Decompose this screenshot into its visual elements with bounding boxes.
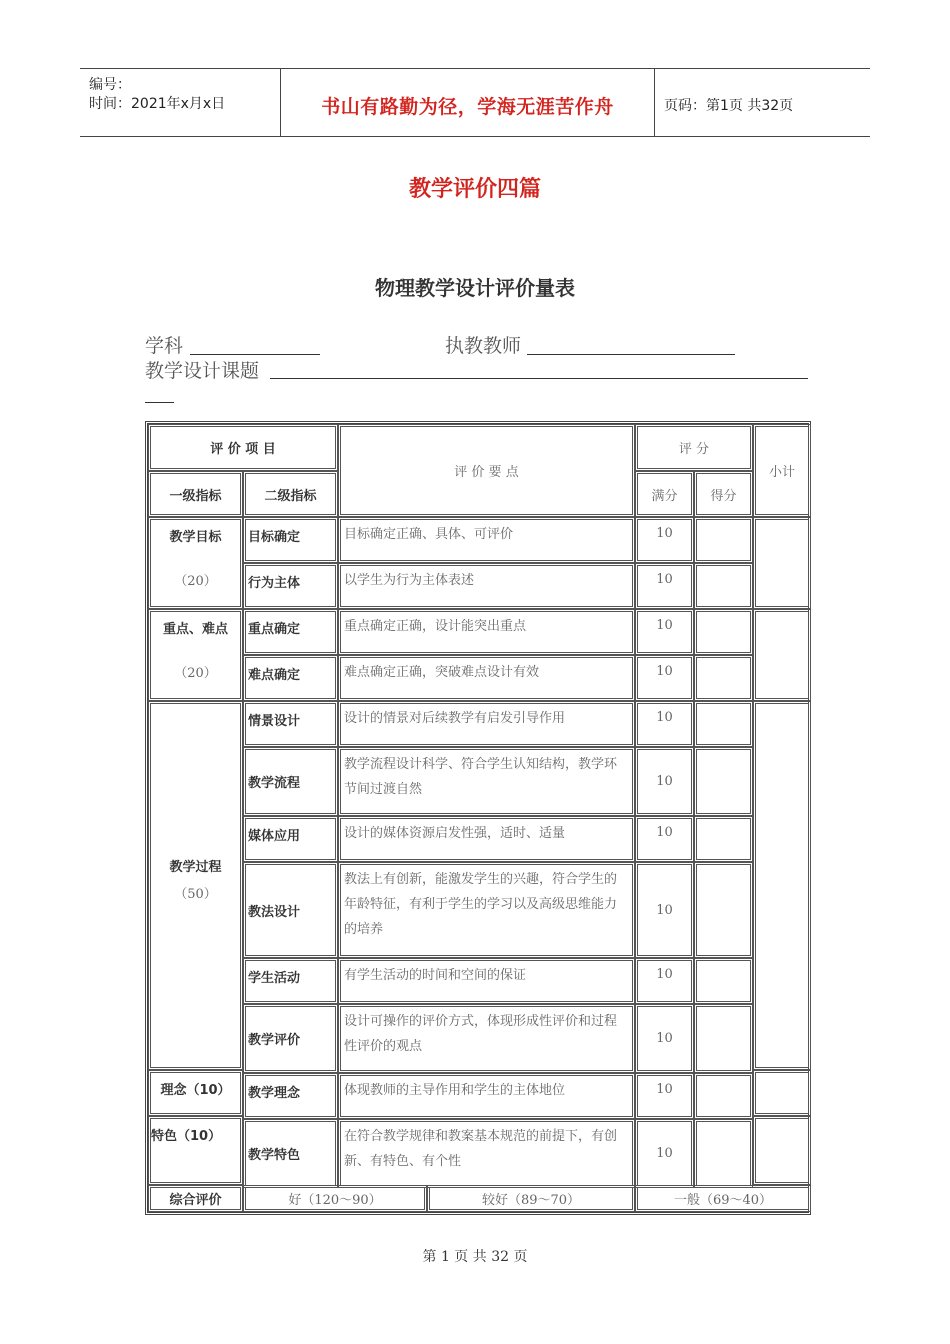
evaluation-point: 目标确定正确、具体、可评价 [338, 517, 635, 563]
header-level2: 二级指标 [243, 471, 338, 517]
summary-average[interactable]: 一般（69～40） [635, 1185, 811, 1212]
summary-good[interactable]: 好（120～90） [243, 1185, 427, 1212]
obtained-score-input[interactable] [694, 655, 753, 701]
topic-blank [270, 378, 808, 379]
full-score: 10 [635, 655, 694, 701]
full-score: 10 [635, 1004, 694, 1073]
sub-title: 物理教学设计评价量表 [375, 276, 575, 300]
second-level-indicator: 教学流程 [243, 747, 338, 816]
full-score: 10 [635, 1119, 694, 1188]
obtained-score-input[interactable] [694, 701, 753, 747]
evaluation-point: 教学流程设计科学、符合学生认知结构，教学环节间过渡自然 [338, 747, 635, 816]
topic-blank-continued [145, 402, 174, 403]
obtained-score-input[interactable] [694, 958, 753, 1004]
evaluation-point: 难点确定正确，突破难点设计有效 [338, 655, 635, 701]
subtotal-cell[interactable] [753, 1070, 811, 1116]
second-level-indicator: 情景设计 [243, 701, 338, 747]
header-score: 评 分 [635, 424, 753, 471]
header-page-cell [654, 69, 870, 136]
group-concept: 理念（10） [148, 1070, 243, 1116]
evaluation-point: 重点确定正确，设计能突出重点 [338, 609, 635, 655]
page-footer: 第 1 页 共 32 页 [422, 1249, 528, 1265]
second-level-indicator: 教学特色 [243, 1119, 338, 1188]
evaluation-point: 设计的情景对后续教学有启发引导作用 [338, 701, 635, 747]
second-level-indicator: 重点确定 [243, 609, 338, 655]
motto: 书山有路勤为径，学海无涯苦作舟 [321, 96, 614, 118]
subtotal-cell[interactable] [753, 609, 811, 701]
obtained-score-input[interactable] [694, 609, 753, 655]
obtained-score-input[interactable] [694, 517, 753, 563]
full-score: 10 [635, 747, 694, 816]
evaluation-point: 在符合教学规律和教案基本规范的前提下，有创新、有特色、有个性 [338, 1119, 635, 1188]
full-score: 10 [635, 701, 694, 747]
header-motto-cell [280, 69, 655, 136]
date-label: 时间：2021年x月x日 [89, 96, 226, 112]
subtotal-cell[interactable] [753, 517, 811, 609]
subtotal-cell[interactable] [753, 1116, 811, 1185]
header-got: 得分 [694, 471, 753, 517]
evaluation-point: 设计的媒体资源启发性强，适时、适量 [338, 816, 635, 862]
subject-blank [190, 354, 320, 355]
group-key-points: 重点、难点 （20） [148, 609, 243, 701]
subtotal-cell[interactable] [753, 701, 811, 1070]
header-eval-item: 评 价 项 目 [148, 424, 338, 471]
evaluation-table [145, 421, 811, 1215]
group-feature: 特色（10） [148, 1116, 243, 1185]
second-level-indicator: 目标确定 [243, 517, 338, 563]
main-title: 教学评价四篇 [408, 177, 541, 202]
header-full: 满分 [635, 471, 694, 517]
full-score: 10 [635, 609, 694, 655]
second-level-indicator: 难点确定 [243, 655, 338, 701]
full-score: 10 [635, 517, 694, 563]
subject-label: 学科 [145, 335, 184, 357]
full-score: 10 [635, 816, 694, 862]
obtained-score-input[interactable] [694, 1119, 753, 1188]
summary-label: 综合评价 [148, 1185, 243, 1212]
obtained-score-input[interactable] [694, 862, 753, 958]
evaluation-point: 有学生活动的时间和空间的保证 [338, 958, 635, 1004]
obtained-score-input[interactable] [694, 1004, 753, 1073]
teacher-label: 执教教师 [445, 335, 522, 357]
obtained-score-input[interactable] [694, 816, 753, 862]
group-teaching-process: 教学过程 （50） [148, 701, 243, 1070]
group-teaching-goal: 教学目标 （20） [148, 517, 243, 609]
evaluation-point: 体现教师的主导作用和学生的主体地位 [338, 1073, 635, 1119]
header-meta-cell [80, 69, 280, 136]
second-level-indicator: 教学评价 [243, 1004, 338, 1073]
second-level-indicator: 教学理念 [243, 1073, 338, 1119]
evaluation-point: 设计可操作的评价方式，体现形成性评价和过程性评价的观点 [338, 1004, 635, 1073]
obtained-score-input[interactable] [694, 747, 753, 816]
page-label: 页码：第1页 共32页 [664, 98, 794, 114]
full-score: 10 [635, 1073, 694, 1119]
full-score: 10 [635, 563, 694, 609]
topic-label: 教学设计课题 [145, 360, 260, 382]
serial-label: 编号： [89, 77, 131, 93]
header-points: 评 价 要 点 [338, 424, 635, 517]
header-subtotal: 小计 [753, 424, 811, 517]
evaluation-point: 以学生为行为主体表述 [338, 563, 635, 609]
evaluation-point: 教法上有创新，能激发学生的兴趣，符合学生的年龄特征，有利于学生的学习以及高级思维能力的培养 [338, 862, 635, 958]
full-score: 10 [635, 862, 694, 958]
summary-fair[interactable]: 较好（89～70） [427, 1185, 635, 1212]
obtained-score-input[interactable] [694, 563, 753, 609]
second-level-indicator: 行为主体 [243, 563, 338, 609]
teacher-blank [527, 354, 735, 355]
obtained-score-input[interactable] [694, 1073, 753, 1119]
header-level1: 一级指标 [148, 471, 243, 517]
full-score: 10 [635, 958, 694, 1004]
second-level-indicator: 学生活动 [243, 958, 338, 1004]
second-level-indicator: 媒体应用 [243, 816, 338, 862]
document-header [80, 68, 870, 137]
second-level-indicator: 教法设计 [243, 862, 338, 958]
